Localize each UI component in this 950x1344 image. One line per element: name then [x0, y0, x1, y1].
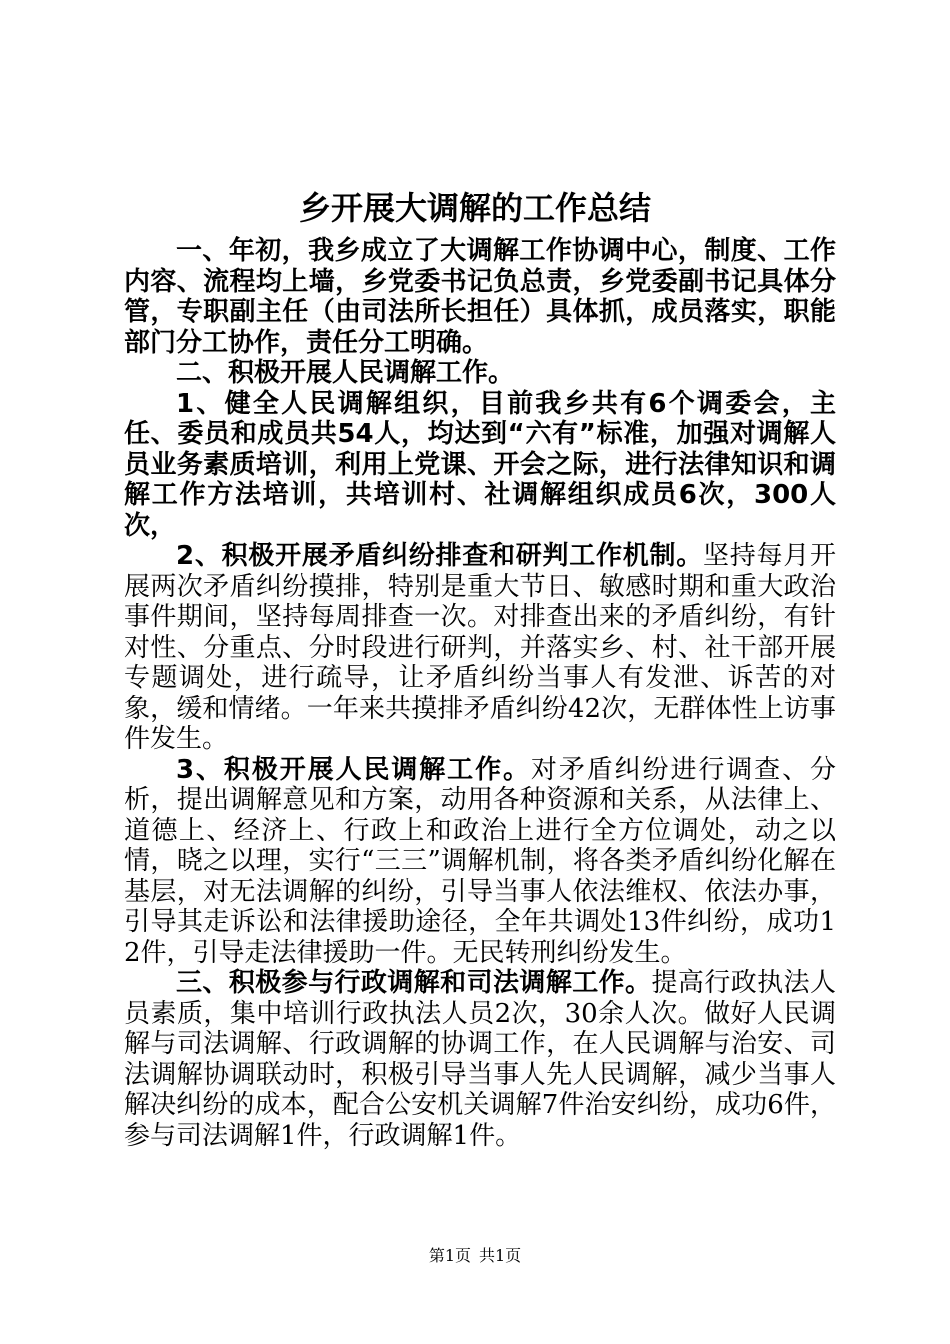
paragraph-text: 二、积极开展人民调解工作。	[176, 358, 515, 388]
document-body	[124, 236, 836, 1151]
paragraph-text: 对矛盾纠纷进行调查、分析，提出调解意见和方案，动用各种资源和关系，从法律上、道德上、经济上、行政上和政治上进行全方位调处，动之以情，晓之以理，实行“三三”调解机制，将各类矛盾纠纷化解在基层，对无法调解的纠纷，引导当事人依法维权、依法办事，引导其走诉讼和法律援助途径，全年共调处13件纠纷，成功12件，引导走法律援助一件。无民转刑纠纷发生。	[124, 754, 836, 968]
paragraph-administrative-judicial-mediation	[124, 968, 836, 1151]
document-title: 乡开展大调解的工作总结	[298, 189, 651, 227]
page-total: 共1页	[479, 1246, 522, 1265]
paragraph-text: 坚持每月开展两次矛盾纠纷摸排，特别是重大节日、敏感时期和重大政治事件期间，坚持每周排查一次。对排查出来的矛盾纠纷，有针对性、分重点、分时段进行研判，并落实乡、村、社干部开展专题调处，进行疏导，让矛盾纠纷当事人有发泄、诉苦的对象，缓和情绪。一年来共摸排矛盾纠纷42次，无群体性上访事件发生。	[124, 541, 836, 754]
paragraph-dispute-screening	[124, 541, 836, 755]
paragraph-text: 1、健全人民调解组织，目前我乡共有6个调委会，主任、委员和成员共54人，均达到“六有”标准，加强对调解人员业务素质培训，利用上党课、开会之际，进行法律知识和调解工作方法培训，共培训村、社调解组织成员6次，300人次，	[124, 388, 836, 541]
paragraph-text: 提高行政执法人员素质，集中培训行政执法人员2次，30余人次。做好人民调解与司法调解、行政调解的协调工作，在人民调解与治安、司法调解协调联动时，积极引导当事人先人民调解，减少当事人解决纠纷的成本，配合公安机关调解7件治安纠纷，成功6件，参与司法调解1件，行政调解1件。	[124, 968, 836, 1151]
paragraph-lead: 2、积极开展矛盾纠纷排查和研判工作机制。	[176, 541, 704, 571]
paragraph-lead: 三、积极参与行政调解和司法调解工作。	[176, 968, 652, 998]
paragraph-lead: 3、积极开展人民调解工作。	[176, 754, 531, 785]
paragraph-organization	[124, 236, 836, 358]
page-footer	[0, 1244, 950, 1268]
page-number: 第1页	[428, 1246, 471, 1265]
paragraph-mediation-organization	[124, 389, 836, 542]
paragraph-people-mediation-work	[124, 755, 836, 969]
paragraph-text: 一、年初，我乡成立了大调解工作协调中心，制度、工作内容、流程均上墙，乡党委书记负总责，乡党委副书记具体分管，专职副主任（由司法所长担任）具体抓，成员落实，职能部门分工协作，责任分工明确。	[124, 236, 836, 358]
section-heading-people-mediation	[124, 358, 836, 389]
